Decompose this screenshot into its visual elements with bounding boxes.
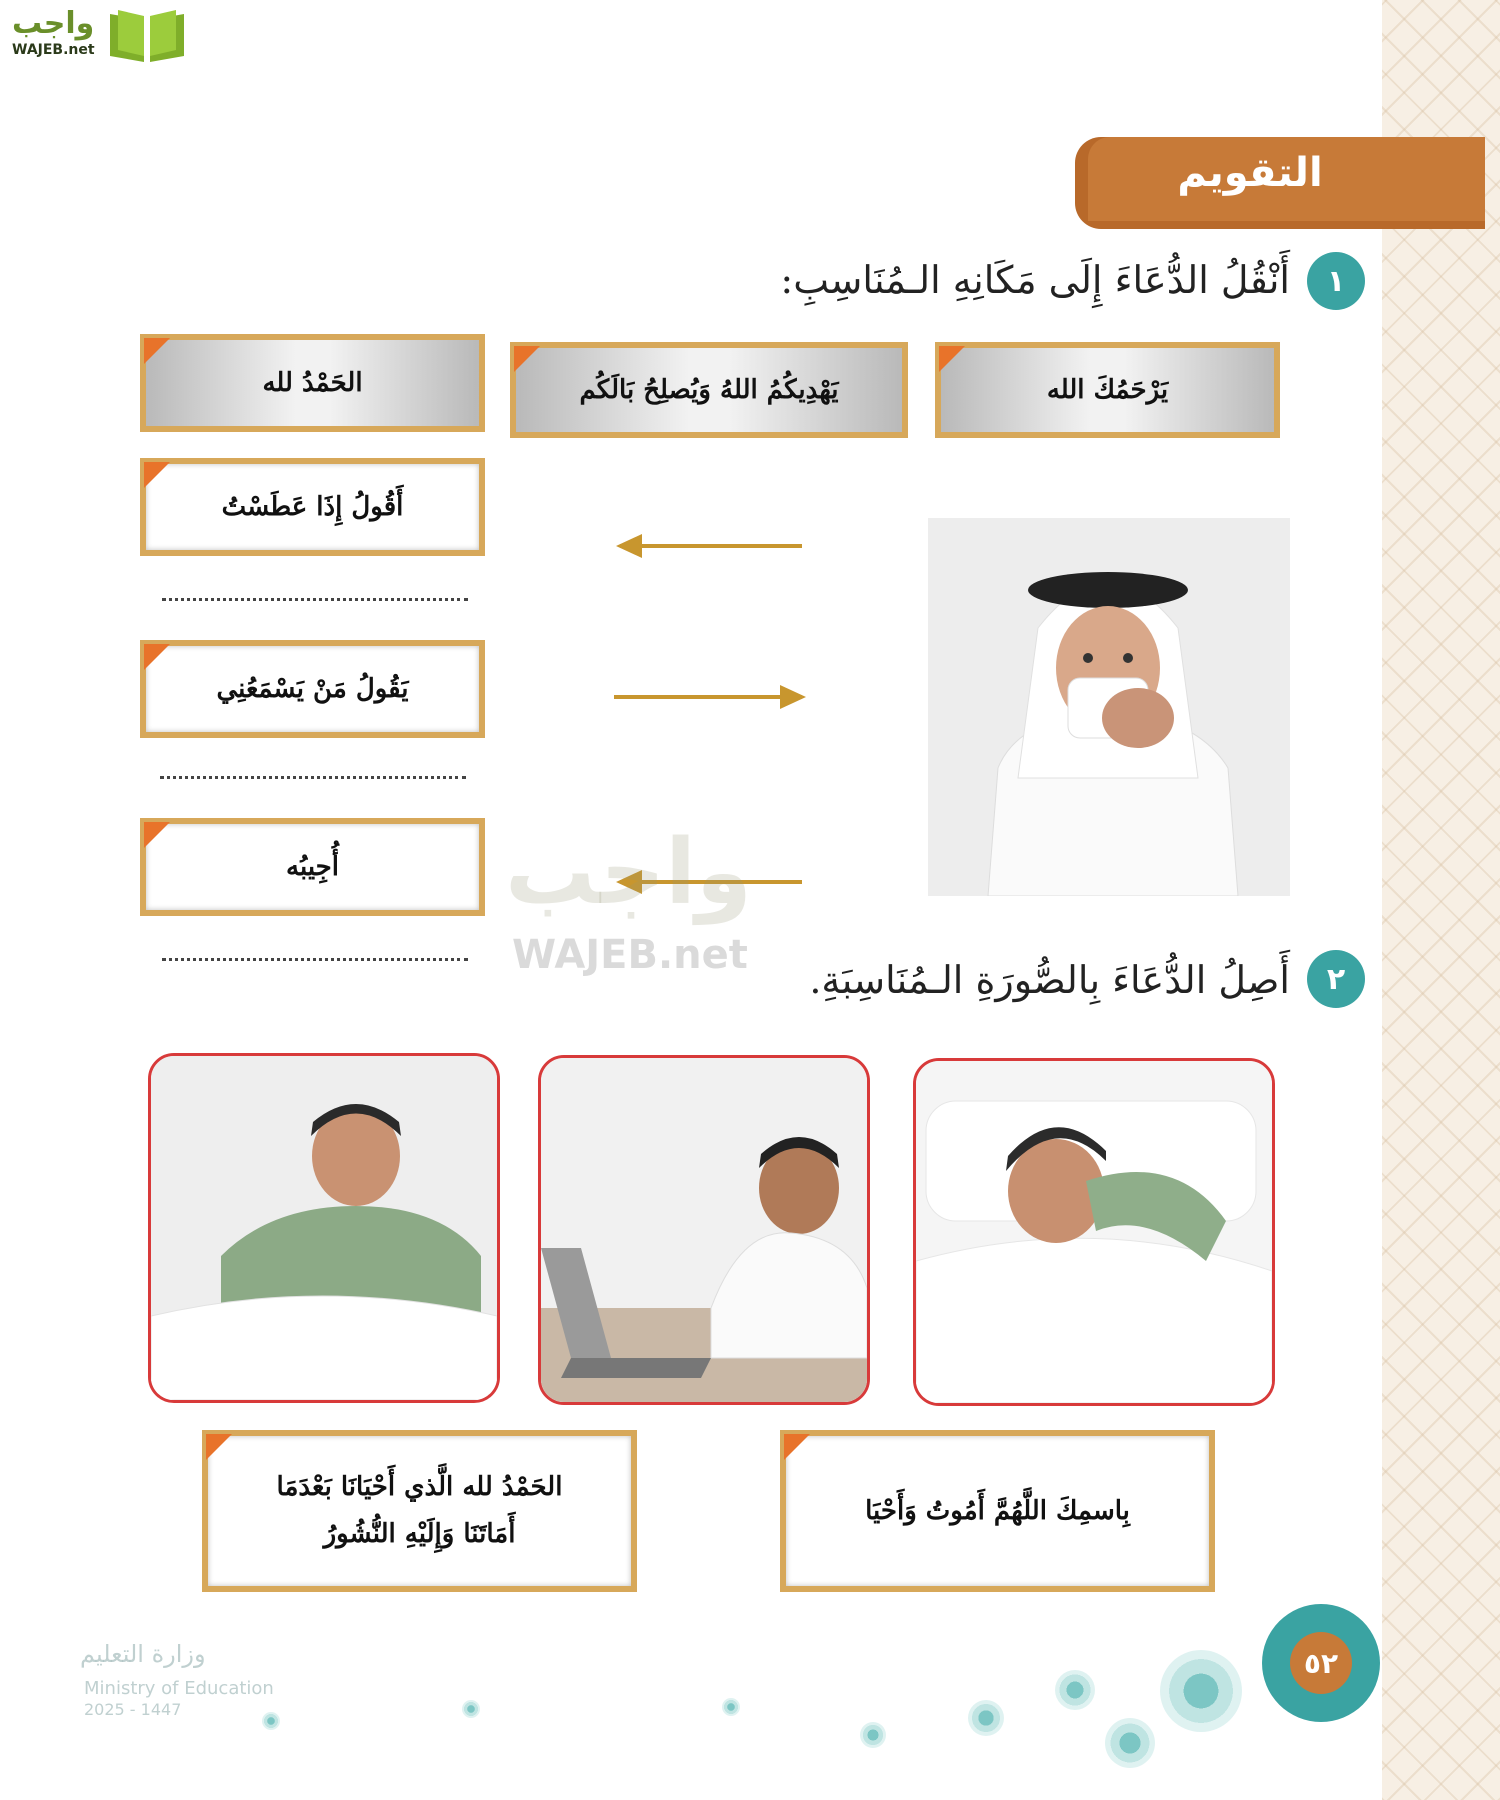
wajeb-logo-text: واجب [12, 6, 95, 41]
answer-line-1[interactable] [162, 598, 468, 601]
dua-card-yahdikum[interactable] [510, 342, 908, 438]
dua-card-label: يَهْدِيكُمُ اللهُ وَيُصلِحُ بَالَكُم [579, 375, 839, 405]
boy-sneezing-illustration [928, 518, 1290, 896]
dua-card-sleep[interactable] [780, 1430, 1215, 1592]
dua-card-label: يَرْحَمُكَ الله [1046, 375, 1169, 405]
prompt-label: يَقُولُ مَنْ يَسْمَعُنِي [216, 674, 409, 704]
dua-card-waking[interactable] [202, 1430, 637, 1592]
corner-accent [514, 346, 540, 372]
corner-accent [144, 822, 170, 848]
decorative-flower-icon [1105, 1718, 1155, 1768]
decorative-flower-icon [1160, 1650, 1242, 1732]
boy-waking-illustration [151, 1056, 497, 1400]
prompt-card-reply [140, 818, 485, 916]
prompt-label: أَقُولُ إِذَا عَطَسْتُ [221, 492, 404, 522]
question-2-text: أَصِلُ الدُّعَاءَ بِالصُّورَةِ الـمُنَاسِبَةِ. [809, 958, 1290, 1002]
arrow-right-icon [614, 695, 802, 699]
decorative-flower-icon [262, 1712, 280, 1730]
prompt-label: أُجِيبُه [286, 852, 339, 882]
corner-accent [144, 644, 170, 670]
decorative-flower-icon [860, 1722, 886, 1748]
watermark-text: واجب [505, 820, 752, 925]
wajeb-logo-sub: WAJEB.net [12, 42, 95, 58]
decorative-flower-icon [462, 1700, 480, 1718]
ministry-name-en: Ministry of Education [84, 1678, 274, 1699]
photo-boy-laptop[interactable] [538, 1055, 870, 1405]
decorative-side-pattern [1382, 0, 1500, 1800]
prompt-card-sneeze [140, 458, 485, 556]
arrow-left-icon [620, 544, 802, 548]
corner-accent [784, 1434, 810, 1460]
page-number: ٥٢ [1290, 1632, 1352, 1694]
prompt-card-hearer [140, 640, 485, 738]
ministry-name-ar: وزارة التعليم [80, 1640, 206, 1668]
dua-card-yarhamuk[interactable] [935, 342, 1280, 438]
boy-sleeping-illustration [916, 1061, 1272, 1403]
photo-boy-sneezing [928, 518, 1290, 896]
dua-card-label: بِاسمِكَ اللَّهُمَّ أَمُوتُ وَأَحْيَا [865, 1496, 1130, 1526]
answer-line-3[interactable] [162, 958, 468, 961]
corner-accent [939, 346, 965, 372]
decorative-flower-icon [722, 1698, 740, 1716]
boy-laptop-illustration [541, 1058, 867, 1402]
dua-card-label-line2: أَمَاتَنَا وَإِلَيْهِ النُّشُورُ [323, 1519, 516, 1549]
dua-card-label-line1: الحَمْدُ لله الَّذي أَحْيَانَا بَعْدَمَا [276, 1472, 563, 1503]
corner-accent [206, 1434, 232, 1460]
answer-line-2[interactable] [160, 776, 466, 779]
book-logo-icon [108, 8, 186, 64]
decorative-flower-icon [1055, 1670, 1095, 1710]
question-2-number: ٢ [1307, 950, 1365, 1008]
question-1-text: أَنْقُلُ الدُّعَاءَ إِلَى مَكَانِهِ الـمُنَاسِبِ: [780, 258, 1290, 302]
corner-accent [144, 338, 170, 364]
section-title: التقويم [1177, 150, 1323, 196]
photo-boy-sleeping[interactable] [913, 1058, 1275, 1406]
decorative-flower-icon [968, 1700, 1004, 1736]
photo-boy-waking[interactable] [148, 1053, 500, 1403]
dua-card-alhamdulillah[interactable] [140, 334, 485, 432]
ministry-year: 2025 - 1447 [84, 1700, 182, 1719]
dua-card-label: الحَمْدُ لله [262, 368, 363, 398]
watermark-sub: WAJEB.net [512, 932, 748, 978]
corner-accent [144, 462, 170, 488]
question-1-number: ١ [1307, 252, 1365, 310]
